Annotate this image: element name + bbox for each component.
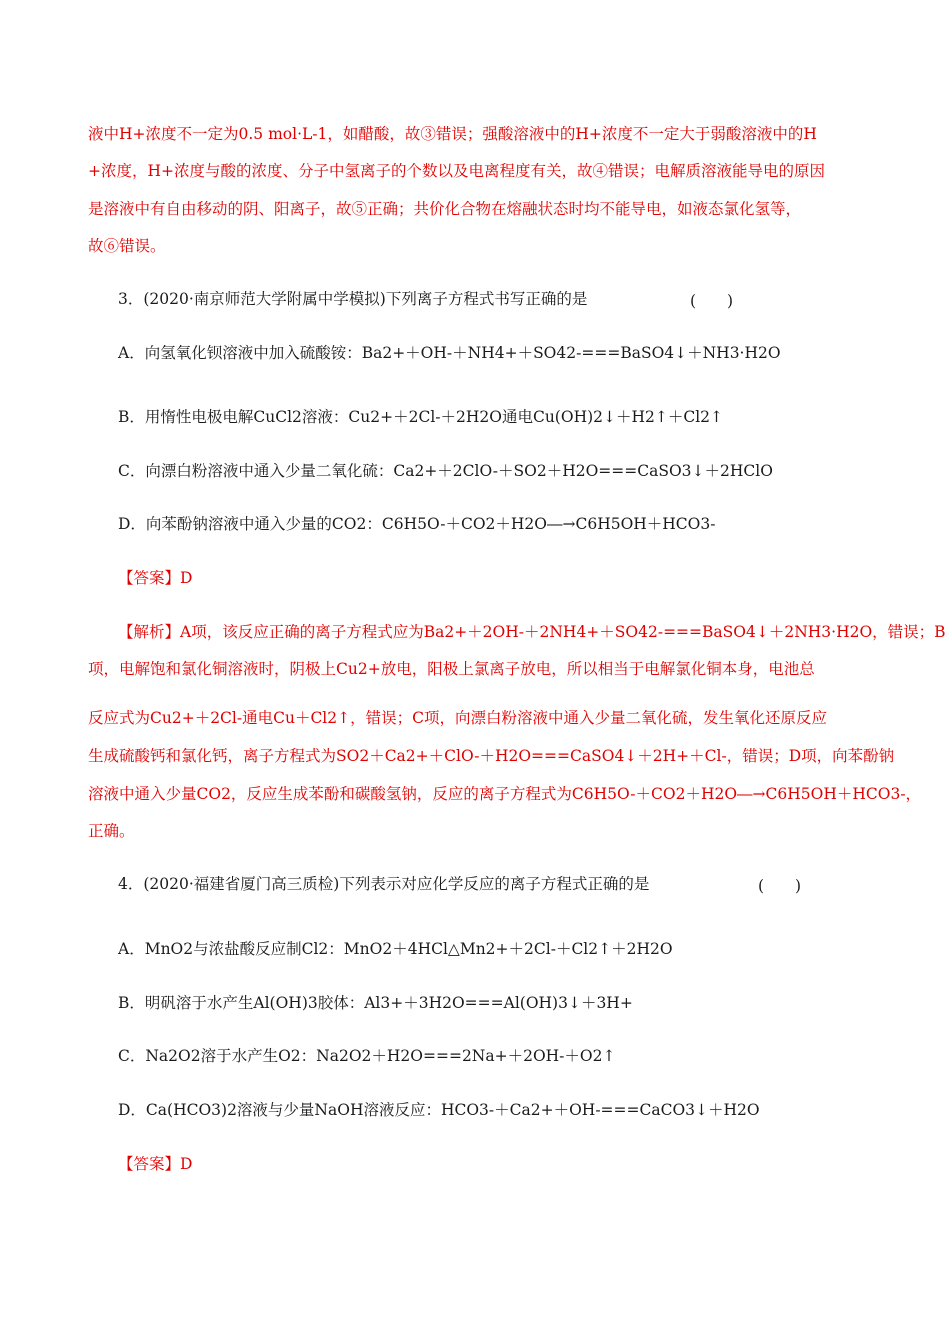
question-stem: 4．(2020·福建省厦门高三质检)下列表示对应化学反应的离子方程式正确的是: [118, 875, 650, 893]
question-stem: 3．(2020·南京师范大学附属中学模拟)下列离子方程式书写正确的是: [118, 290, 588, 308]
text-line: +浓度，H+浓度与酸的浓度、分子中氢离子的个数以及电离程度有关，故④错误；电解质溶液能导电的原因: [88, 162, 825, 180]
analysis-line: 反应式为Cu2+＋2Cl-通电Cu＋Cl2↑，错误；C项，向漂白粉溶液中通入少量二氧化硫，发生氧化还原反应: [88, 709, 827, 727]
analysis-line: 生成硫酸钙和氯化钙，离子方程式为SO2＋Ca2+＋ClO-＋H2O===CaSO4↓＋2H+＋Cl-，错误；D项，向苯酚钠: [88, 747, 895, 765]
analysis-line: 溶液中通入少量CO2，反应生成苯酚和碳酸氢钠，反应的离子方程式为C6H5O-＋CO2＋H2O―→C6H5OH＋HCO3-，: [88, 785, 922, 803]
analysis-line: 正确。: [88, 822, 135, 840]
text-line: 是溶液中有自由移动的阴、阳离子，故⑤正确；共价化合物在熔融状态时均不能导电，如液态氯化氢等，: [88, 200, 802, 218]
answer-label: 【答案】D: [118, 569, 193, 587]
option-a: A．MnO2与浓盐酸反应制Cl2：MnO2＋4HCl△Mn2+＋2Cl-＋Cl2↑＋2H2O: [118, 940, 673, 958]
option-b: B．明矾溶于水产生Al(OH)3胶体：Al3+＋3H2O===Al(OH)3↓＋3H+: [118, 994, 633, 1012]
answer-bracket: ( ): [690, 292, 734, 310]
option-c: C．向漂白粉溶液中通入少量二氧化硫：Ca2+＋2ClO-＋SO2＋H2O===CaSO3↓＋2HClO: [118, 462, 773, 480]
option-d: D．向苯酚钠溶液中通入少量的CO2：C6H5O-＋CO2＋H2O―→C6H5OH＋HCO3-: [118, 515, 716, 533]
analysis-line: 【解析】A项，该反应正确的离子方程式应为Ba2+＋2OH-＋2NH4+＋SO42-===BaSO4↓＋2NH3·H2O，错误；B: [118, 623, 946, 641]
option-d: D．Ca(HCO3)2溶液与少量NaOH溶液反应：HCO3-＋Ca2+＋OH-===CaCO3↓＋H2O: [118, 1101, 760, 1119]
option-b: B．用惰性电极电解CuCl2溶液：Cu2+＋2Cl-＋2H2O通电Cu(OH)2↓＋H2↑＋Cl2↑: [118, 408, 724, 426]
answer-bracket: ( ): [758, 877, 802, 895]
answer-label: 【答案】D: [118, 1155, 193, 1173]
analysis-line: 项，电解饱和氯化铜溶液时，阴极上Cu2+放电，阳极上氯离子放电，所以相当于电解氯化铜本身，电池总: [88, 660, 815, 678]
option-c: C．Na2O2溶于水产生O2：Na2O2＋H2O===2Na+＋2OH-＋O2↑: [118, 1047, 616, 1065]
text-line: 故⑥错误。: [88, 237, 166, 255]
option-a: A．向氢氧化钡溶液中加入硫酸铵：Ba2+＋OH-＋NH4+＋SO42-===BaSO4↓＋NH3·H2O: [118, 344, 781, 362]
text-line: 液中H+浓度不一定为0.5 mol·L-1，如醋酸，故③错误；强酸溶液中的H+浓度不一定大于弱酸溶液中的H: [88, 125, 817, 143]
